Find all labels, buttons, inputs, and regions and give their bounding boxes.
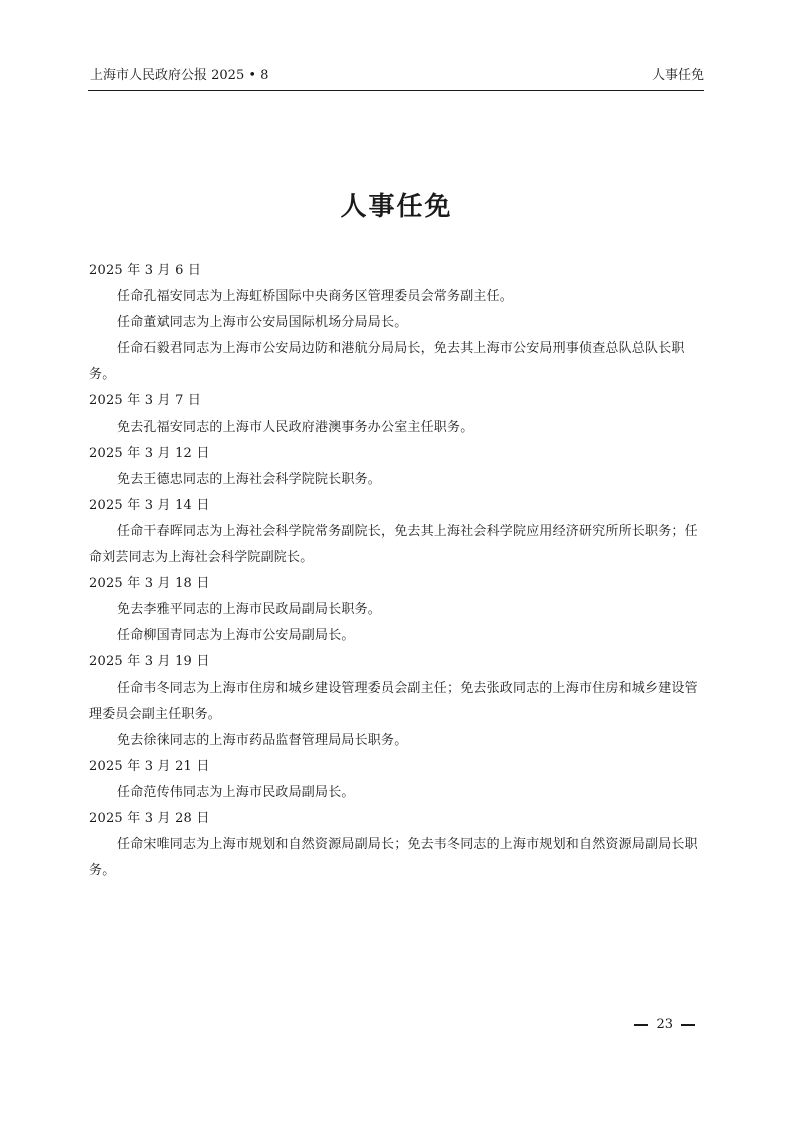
entry-item: 任命韦冬同志为上海市住房和城乡建设管理委员会副主任；免去张政同志的上海市住房和城乡建设管理委员会副主任职务。	[89, 680, 698, 722]
entry-item: 任命孔福安同志为上海虹桥国际中央商务区管理委员会常务副主任。	[117, 289, 514, 305]
entry-date: 2025 年 3 月 14 日	[89, 497, 210, 513]
page-title: 人事任免	[340, 192, 453, 222]
entry-item: 免去徐徕同志的上海市药品监督管理局局长职务。	[117, 732, 408, 748]
entry-date: 2025 年 3 月 18 日	[89, 576, 210, 592]
dash-right	[681, 1024, 695, 1026]
appointment-list	[89, 258, 707, 884]
dash-left	[634, 1024, 648, 1026]
entry-date: 2025 年 3 月 21 日	[89, 758, 210, 774]
entry-item: 任命干春晖同志为上海社会科学院常务副院长，免去其上海社会科学院应用经济研究所所长职务；任命刘芸同志为上海社会科学院副院长。	[89, 523, 698, 566]
entry-date: 2025 年 3 月 12 日	[89, 445, 210, 461]
entry-item: 免去孔福安同志的上海市人民政府港澳事务办公室主任职务。	[117, 419, 474, 435]
publication-name: 上海市人民政府公报 2025 • 8	[90, 68, 269, 83]
entry-item: 任命石毅君同志为上海市公安局边防和港航分局局长，免去其上海市公安局刑事侦查总队总队长职务。	[89, 341, 685, 383]
entry-date: 2025 年 3 月 19 日	[89, 654, 210, 670]
entry-date: 2025 年 3 月 7 日	[89, 393, 202, 409]
entry-item: 任命范传伟同志为上海市民政局副局长。	[117, 784, 355, 800]
entry-item: 免去李雅平同志的上海市民政局副局长职务。	[117, 602, 382, 618]
entry-item: 免去王德忠同志的上海社会科学院院长职务。	[117, 471, 382, 487]
entry-date: 2025 年 3 月 6 日	[89, 263, 202, 278]
entry-item: 任命柳国青同志为上海市公安局副局长。	[117, 628, 355, 644]
section-name: 人事任免	[651, 68, 704, 83]
entry-item: 任命宋唯同志为上海市规划和自然资源局副局长；免去韦冬同志的上海市规划和自然资源局副局长职务。	[89, 837, 698, 879]
entry-item: 任命董斌同志为上海市公安局国际机场分局局长。	[117, 315, 408, 331]
page-number: 23	[656, 1017, 673, 1032]
entry-date: 2025 年 3 月 28 日	[89, 810, 210, 826]
running-header	[88, 64, 704, 91]
page-footer	[634, 1017, 695, 1032]
